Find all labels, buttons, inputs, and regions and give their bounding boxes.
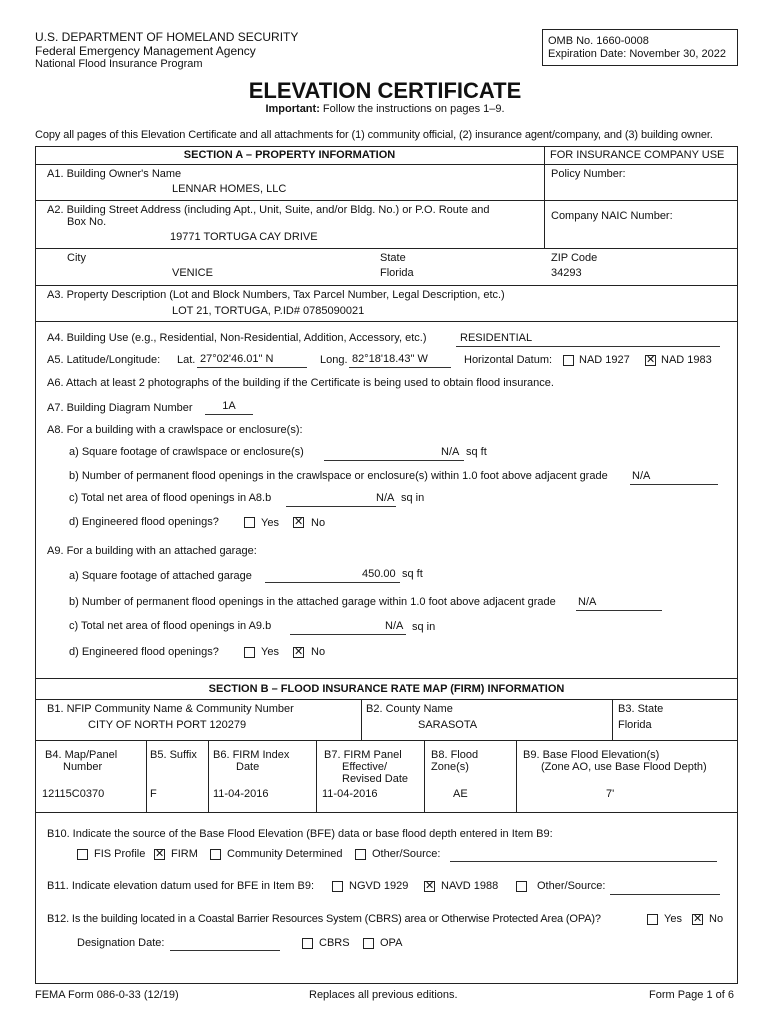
b6-firm-index-date[interactable]: 11-04-2016 [213, 788, 269, 800]
horizontal-datum-label: Horizontal Datum: [464, 354, 553, 366]
b9-label-line2: (Zone AO, use Base Flood Depth) [541, 761, 707, 773]
a7-diagram-number[interactable]: 1A [222, 400, 236, 412]
community-determined-label: Community Determined [227, 848, 343, 860]
a5-label: A5. Latitude/Longitude: [47, 354, 161, 366]
zip-label: ZIP Code [551, 252, 598, 264]
program-name: National Flood Insurance Program [35, 58, 203, 70]
b3-state-value[interactable]: Florida [618, 719, 652, 731]
b11-label: B11. Indicate elevation datum used for BFE in Item B9: [47, 880, 314, 892]
nad1983-label: NAD 1983 [661, 354, 712, 366]
omb-number: OMB No. 1660-0008 [548, 35, 649, 47]
a9c-label: c) Total net area of flood openings in A9.b [69, 620, 272, 632]
latitude-value[interactable]: 27°02'46.01" N [200, 353, 274, 365]
a8-label: A8. For a building with a crawlspace or enclosure(s): [47, 424, 303, 436]
form-number: FEMA Form 086-0-33 (12/19) [35, 989, 179, 1001]
b2-label: B2. County Name [366, 703, 453, 715]
b9-label-line1: B9. Base Flood Elevation(s) [523, 749, 660, 761]
b5-suffix-value[interactable]: F [150, 788, 157, 800]
b3-label: B3. State [618, 703, 664, 715]
a1-owner-name[interactable]: LENNAR HOMES, LLC [172, 183, 287, 195]
a9d-no-checkbox[interactable]: ✕ [294, 646, 304, 658]
omb-box [542, 29, 738, 66]
zip-value[interactable]: 34293 [551, 267, 582, 279]
opa-label: OPA [380, 937, 403, 949]
b12-no-checkbox[interactable]: ✕ [693, 913, 703, 925]
a8c-unit: sq in [401, 492, 425, 504]
b8-flood-zone-value[interactable]: AE [453, 788, 468, 800]
b9-base-flood-elevation[interactable]: 7' [606, 788, 615, 800]
lat-label: Lat. [177, 354, 196, 366]
policy-number-label: Policy Number: [551, 168, 626, 180]
a6-instruction: A6. Attach at least 2 photographs of the building if the Certificate is being used to obtain flood insurance. [47, 377, 554, 389]
state-label: State [380, 252, 406, 264]
city-label: City [67, 252, 86, 264]
a9-label: A9. For a building with an attached garage: [47, 545, 257, 557]
section-a-title: SECTION A – PROPERTY INFORMATION [183, 149, 396, 161]
a8d-label: d) Engineered flood openings? [69, 516, 219, 528]
insurance-use-header: FOR INSURANCE COMPANY USE [550, 149, 725, 161]
b7-label-line2: Effective/ [342, 761, 388, 773]
firm-label: FIRM [171, 848, 198, 860]
b1-community-value[interactable]: CITY OF NORTH PORT 120279 [88, 719, 247, 731]
dept-name: U.S. DEPARTMENT OF HOMELAND SECURITY [35, 30, 299, 44]
b4-map-panel-value[interactable]: 12115C0370 [42, 788, 105, 800]
b7-label-line1: B7. FIRM Panel [324, 749, 402, 761]
b4-label-line2: Number [63, 761, 103, 773]
a8d-yes-label: Yes [261, 517, 279, 529]
page-title: ELEVATION CERTIFICATE [248, 78, 522, 103]
a8a-unit: sq ft [466, 446, 487, 458]
page-number: Form Page 1 of 6 [649, 989, 734, 1001]
b12-yes-label: Yes [664, 913, 682, 925]
cbrs-label: CBRS [319, 937, 350, 949]
b12-yes-checkbox[interactable] [647, 914, 658, 925]
navd1988-checkbox[interactable]: ✕ [425, 880, 435, 892]
a2-label-line1: A2. Building Street Address (including Apt., Unit, Suite, and/or Bldg. No.) or P.O. Route and [47, 204, 490, 216]
long-label: Long. [320, 354, 348, 366]
b2-county-value[interactable]: SARASOTA [418, 719, 478, 731]
longitude-value[interactable]: 82°18'18.43" W [352, 353, 428, 365]
a4-building-use[interactable]: RESIDENTIAL [460, 332, 533, 344]
section-b-title: SECTION B – FLOOD INSURANCE RATE MAP (FIRM) INFORMATION [208, 683, 565, 695]
firm-checkbox[interactable]: ✕ [155, 848, 165, 860]
important-text: Follow the instructions on pages 1–9. [322, 103, 505, 115]
nad1983-checkbox[interactable]: ✕ [646, 354, 656, 366]
b7-label-line3: Revised Date [342, 773, 409, 785]
city-value[interactable]: VENICE [172, 267, 213, 279]
state-value[interactable]: Florida [380, 267, 414, 279]
a8b-label: b) Number of permanent flood openings in the crawlspace or enclosure(s) within 1.0 foot above adjacent grade [69, 470, 608, 482]
a9d-yes-checkbox[interactable] [244, 647, 255, 658]
a7-label: A7. Building Diagram Number [47, 402, 193, 414]
a9a-label: a) Square footage of attached garage [69, 570, 252, 582]
b12-label: B12. Is the building located in a Coastal Barrier Resources System (CBRS) area or Otherwise Protected Area (OPA)? [47, 913, 601, 925]
a9d-label: d) Engineered flood openings? [69, 646, 219, 658]
a8d-no-label: No [311, 517, 326, 529]
a3-label: A3. Property Description (Lot and Block Numbers, Tax Parcel Number, Legal Description, etc.) [47, 289, 505, 301]
a9a-value[interactable]: 450.00 [362, 568, 396, 580]
a9b-label: b) Number of permanent flood openings in the attached garage within 1.0 foot above adjacent grade [69, 596, 556, 608]
a8c-label: c) Total net area of flood openings in A8.b [69, 492, 272, 504]
cbrs-checkbox[interactable] [302, 938, 313, 949]
b8-label-line1: B8. Flood [431, 749, 479, 761]
b6-label-line2: Date [236, 761, 260, 773]
b5-label: B5. Suffix [150, 749, 197, 761]
fis-profile-checkbox[interactable] [77, 849, 88, 860]
b6-label-line1: B6. FIRM Index [213, 749, 290, 761]
nad1927-checkbox[interactable] [563, 355, 574, 366]
important-note [0, 103, 770, 115]
copy-instructions: Copy all pages of this Elevation Certificate and all attachments for (1) community official, (2) insurance agent/company, and (3) building owner. [35, 129, 713, 141]
b7-firm-panel-date[interactable]: 11-04-2016 [322, 788, 378, 800]
a8a-value[interactable]: N/A [441, 446, 460, 458]
a4-label: A4. Building Use (e.g., Residential, Non-Residential, Addition, Accessory, etc.) [47, 332, 427, 344]
b10-label: B10. Indicate the source of the Base Flood Elevation (BFE) data or base flood depth entered in Item B9: [47, 828, 553, 840]
ngvd1929-checkbox[interactable] [332, 881, 343, 892]
a1-label: A1. Building Owner's Name [47, 168, 182, 180]
b4-label-line1: B4. Map/Panel [45, 749, 118, 761]
navd1988-label: NAVD 1988 [441, 880, 499, 892]
nad1927-label: NAD 1927 [579, 354, 630, 366]
a9a-unit: sq ft [402, 568, 423, 580]
b11-other-source-label: Other/Source: [537, 880, 606, 892]
b1-label: B1. NFIP Community Name & Community Number [47, 703, 294, 715]
a8c-value[interactable]: N/A [376, 492, 395, 504]
a9c-unit: sq in [412, 621, 436, 633]
important-label: Important: [265, 103, 320, 115]
a8d-yes-checkbox[interactable] [244, 517, 255, 528]
fis-profile-label: FIS Profile [94, 848, 146, 860]
a9d-no-label: No [311, 646, 326, 658]
ngvd1929-label: NGVD 1929 [349, 880, 409, 892]
a2-label-line2: Box No. [67, 216, 107, 228]
b12-no-label: No [709, 913, 724, 925]
a8d-no-checkbox[interactable]: ✕ [294, 516, 304, 528]
b10-other-source-label: Other/Source: [372, 848, 441, 860]
replaces-note: Replaces all previous editions. [309, 989, 458, 1001]
designation-date-label: Designation Date: [77, 937, 165, 949]
a9d-yes-label: Yes [261, 646, 279, 658]
b10-other-source-checkbox[interactable] [355, 849, 366, 860]
expiration-date: Expiration Date: November 30, 2022 [548, 48, 726, 60]
a8a-label: a) Square footage of crawlspace or enclosure(s) [69, 446, 304, 458]
agency-name: Federal Emergency Management Agency [35, 44, 256, 58]
a9b-value[interactable]: N/A [578, 596, 597, 608]
a2-street-address[interactable]: 19771 TORTUGA CAY DRIVE [170, 231, 318, 243]
community-determined-checkbox[interactable] [210, 849, 221, 860]
naic-number-label: Company NAIC Number: [551, 210, 673, 222]
a9c-value[interactable]: N/A [385, 620, 404, 632]
a3-property-description[interactable]: LOT 21, TORTUGA, P.ID# 0785090021 [172, 305, 365, 317]
b11-other-source-checkbox[interactable] [516, 881, 527, 892]
a8b-value[interactable]: N/A [632, 470, 651, 482]
opa-checkbox[interactable] [363, 938, 374, 949]
b8-label-line2: Zone(s) [431, 761, 469, 773]
